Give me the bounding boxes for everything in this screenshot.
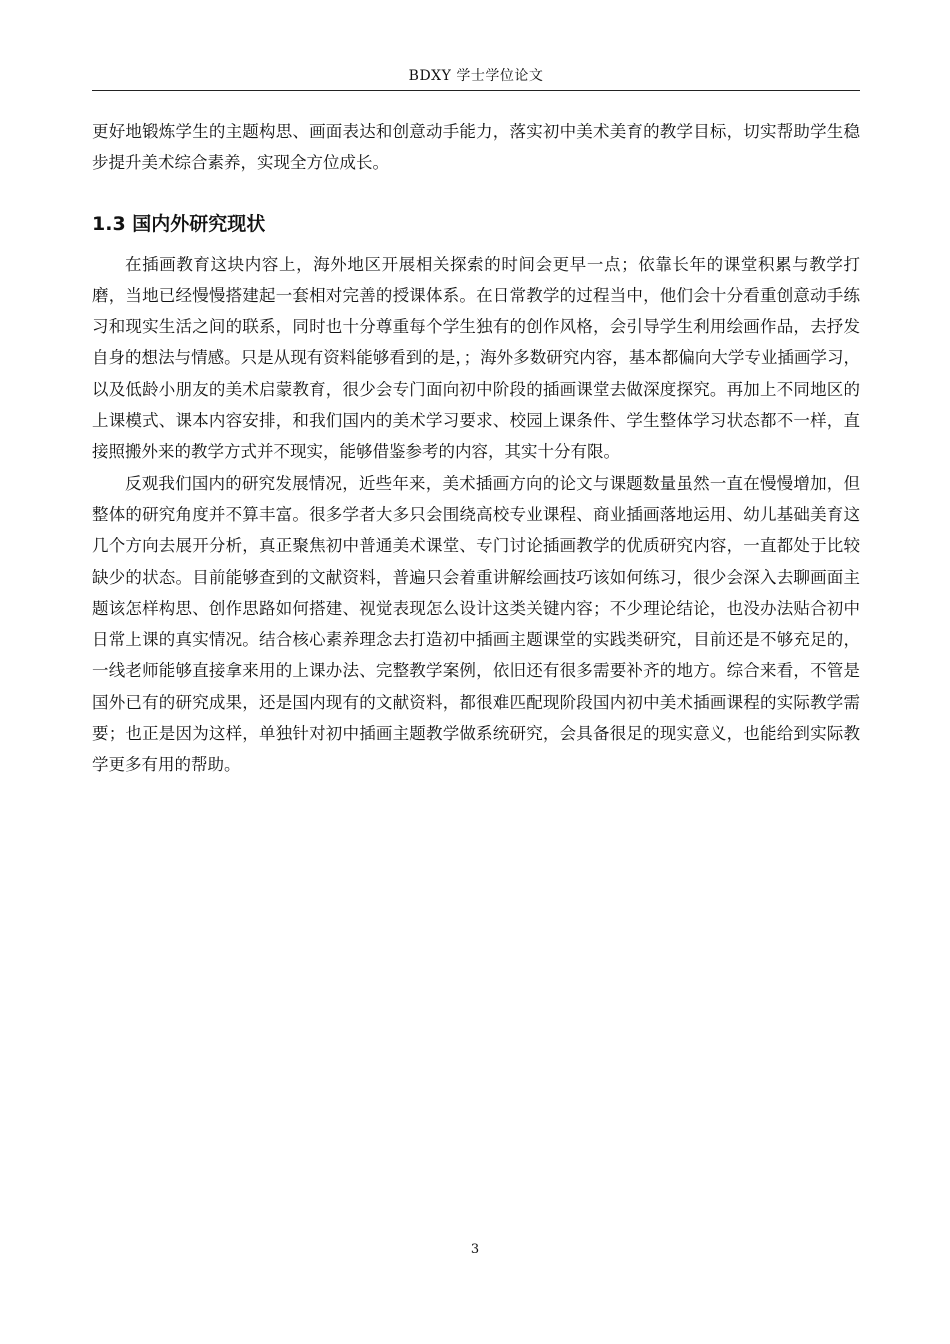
section-heading: 1.3 国内外研究现状 [92, 212, 266, 235]
page-header [92, 62, 860, 91]
header-title: BDXY 学士学位论文 [408, 68, 544, 84]
continued-paragraph: 更好地锻炼学生的主题构思、画面表达和创意动手能力，落实初中美术美育的教学目标，切实帮助学生稳步提升美术综合素养，实现全方位成长。 [92, 122, 860, 173]
body-paragraph-2: 反观我们国内的研究发展情况，近些年来，美术插画方向的论文与课题数量虽然一直在慢慢增加，但整体的研究角度并不算丰富。很多学者大多只会围绕高校专业课程、商业插画落地运用、幼儿基础美育这几个方向去展开分析，真正聚焦初中普通美术课堂、专门讨论插画教学的优质研究内容，一直都处于比较缺少的状态。目前能够查到的文献资料，普遍只会着重讲解绘画技巧该如何练习，很少会深入去聊画面主题该怎样构思、创作思路如何搭建、视觉表现怎么设计这类关键内容；不少理论结论，也没办法贴合初中日常上课的真实情况。结合核心素养理念去打造初中插画主题课堂的实践类研究，目前还是不够充足的，一线老师能够直接拿来用的上课办法、完整教学案例，依旧还有很多需要补齐的地方。综合来看，不管是国外已有的研究成果，还是国内现有的文献资料，都很难匹配现阶段国内初中美术插画课程的实际教学需要；也正是因为这样，单独针对初中插画主题教学做系统研究，会具备很足的现实意义，也能给到实际教学更多有用的帮助。 [92, 473, 860, 775]
body-paragraph-1: 在插画教育这块内容上，海外地区开展相关探索的时间会更早一点；依靠长年的课堂积累与教学打磨，当地已经慢慢搭建起一套相对完善的授课体系。在日常教学的过程当中，他们会十分看重创意动手练习和现实生活之间的联系，同时也十分尊重每个学生独有的创作风格，会引导学生利用绘画作品，去抒发自身的想法与情感。只是从现有资料能够看到的是，；海外多数研究内容，基本都偏向大学专业插画学习，以及低龄小朋友的美术启蒙教育，很少会专门面向初中阶段的插画课堂去做深度探究。再加上不同地区的上课模式、课本内容安排，和我们国内的美术学习要求、校园上课条件、学生整体学习状态都不一样，直接照搬外来的教学方式并不现实，能够借鉴参考的内容，其实十分有限。 [92, 254, 860, 462]
page-body [92, 116, 860, 781]
page-number: 3 [470, 1242, 480, 1257]
